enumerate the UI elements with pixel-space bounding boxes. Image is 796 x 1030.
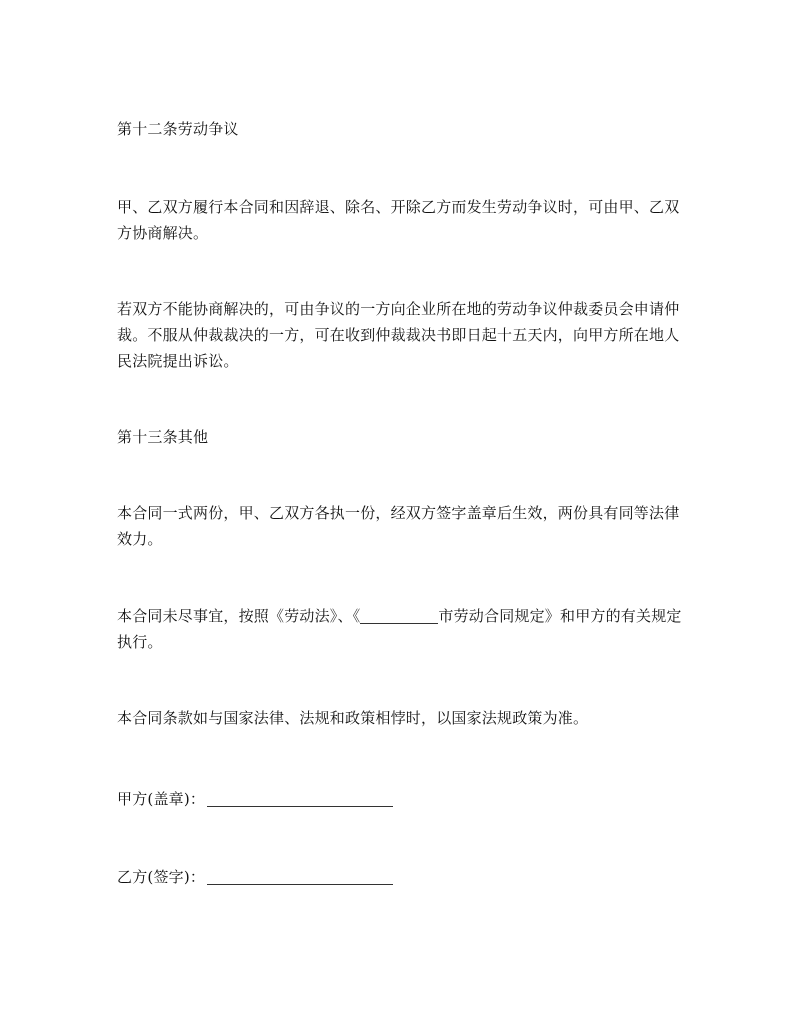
party-a-seal-blank: [207, 790, 393, 807]
article-12-paragraph-2: 若双方不能协商解决的，可由争议的一方向企业所在地的劳动争议仲裁委员会申请仲裁。不服从仲裁裁决的一方，可在收到仲裁裁决书即日起十五天内，向甲方所在地人民法院提出诉讼。: [117, 300, 680, 370]
article-13-paragraph-1: 本合同一式两份，甲、乙双方各执一份，经双方签字盖章后生效，两份具有同等法律效力。: [117, 504, 680, 548]
paragraph-text-after-blank: 市劳动合同规定》和甲方的有关规定执行。: [117, 607, 682, 651]
party-b-signature-line: [117, 864, 683, 890]
party-a-label: 甲方(盖章)：: [117, 790, 206, 808]
paragraph-text-before-blank: 本合同未尽事宜，按照《劳动法》、《: [117, 607, 361, 625]
party-b-label: 乙方(签字)：: [117, 868, 206, 886]
article-13-paragraph-3: 本合同条款如与国家法律、法规和政策相悖时，以国家法规政策为准。: [117, 709, 589, 727]
city-name-blank: [360, 607, 438, 624]
party-a-signature-line: [117, 786, 683, 812]
article-13-title: 第十三条其他: [117, 428, 209, 446]
article-13-paragraph-2: [117, 603, 683, 655]
article-12-title: 第十二条劳动争议: [117, 120, 239, 138]
article-12-paragraph-1: 甲、乙双方履行本合同和因辞退、除名、开除乙方而发生劳动争议时，可由甲、乙双方协商解决。: [117, 198, 680, 242]
party-b-sign-blank: [207, 868, 393, 885]
